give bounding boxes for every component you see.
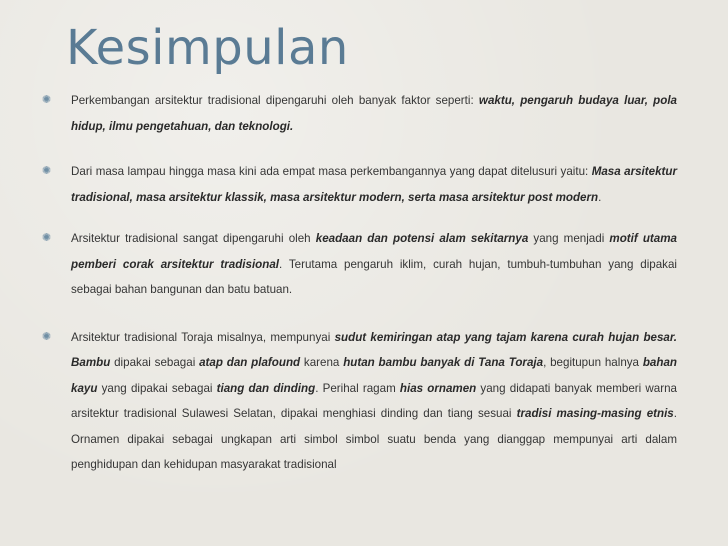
emphasis-segment: hias ornamen bbox=[399, 381, 477, 395]
bullet-text bbox=[71, 165, 677, 204]
emphasis-segment: bahan kayu bbox=[71, 356, 677, 395]
text-segment: . Ornamen dipakai sebagai ungkapan arti simbol simbol suatu benda yang dianggap mempunyai arti dalam penghidupan dan kehidupan masyarakat tradisional bbox=[71, 407, 677, 471]
asterisk-bullet-icon: ✺ bbox=[41, 94, 52, 106]
bullet-item bbox=[0, 325, 677, 478]
text-segment: yang dipakai sebagai bbox=[97, 381, 217, 395]
asterisk-bullet-icon: ✺ bbox=[41, 165, 52, 177]
emphasis-segment: sudut kemiringan atap yang tajam karena curah hujan besar. Bambu bbox=[71, 330, 677, 369]
text-segment: dipakai sebagai bbox=[110, 356, 200, 369]
bullet-text bbox=[71, 94, 677, 133]
emphasis-segment: motif utama pemberi corak arsitektur tradisional bbox=[71, 232, 677, 271]
bullet-text bbox=[71, 232, 677, 296]
text-segment: yang didapati banyak memberi warna arsitektur tradisional Sulawesi Selatan, dipakai menghiasi dinding dan tiang sesuai bbox=[71, 381, 677, 420]
bullet-item bbox=[0, 226, 677, 303]
slide-title: Kesimpulan bbox=[66, 20, 349, 76]
text-segment: . Perihal ragam bbox=[315, 381, 400, 395]
asterisk-bullet-icon: ✺ bbox=[41, 330, 52, 343]
bullet-item bbox=[0, 159, 677, 210]
emphasis-segment: hutan bambu banyak di Tana Toraja bbox=[343, 356, 544, 369]
text-segment: . Terutama pengaruh iklim, curah hujan, tumbuh-tumbuhan yang dipakai sebagai bahan bangunan dan batu batuan. bbox=[71, 257, 677, 296]
bullet-list bbox=[0, 88, 728, 498]
emphasis-segment: keadaan dan potensi alam sekitarnya bbox=[315, 232, 529, 245]
bullet-item bbox=[0, 88, 677, 139]
emphasis-segment: Masa arsitektur tradisional, masa arsitektur klassik, masa arsitektur modern, serta masa arsitektur post modern bbox=[71, 165, 677, 204]
bullet-text bbox=[71, 331, 677, 472]
text-segment: , begitupun halnya bbox=[543, 356, 643, 369]
text-segment: Arsitektur tradisional Toraja misalnya, mempunyai bbox=[71, 330, 335, 344]
text-segment: Dari masa lampau hingga masa kini ada empat masa perkembangannya yang dapat ditelusuri yaitu: bbox=[71, 165, 592, 178]
text-segment: karena bbox=[300, 356, 344, 369]
text-segment: . bbox=[598, 190, 602, 204]
text-segment: Arsitektur tradisional sangat dipengaruhi oleh bbox=[71, 232, 316, 245]
emphasis-segment: tiang dan dinding bbox=[216, 381, 316, 395]
emphasis-segment: waktu, pengaruh budaya luar, pola hidup, ilmu pengetahuan, dan teknologi. bbox=[71, 94, 678, 133]
text-segment: Perkembangan arsitektur tradisional dipengaruhi oleh banyak faktor seperti: bbox=[71, 94, 479, 107]
emphasis-segment: atap dan plafound bbox=[199, 356, 301, 369]
text-segment: yang menjadi bbox=[528, 232, 610, 245]
asterisk-bullet-icon: ✺ bbox=[41, 232, 52, 244]
emphasis-segment: tradisi masing-masing etnis bbox=[516, 407, 674, 420]
